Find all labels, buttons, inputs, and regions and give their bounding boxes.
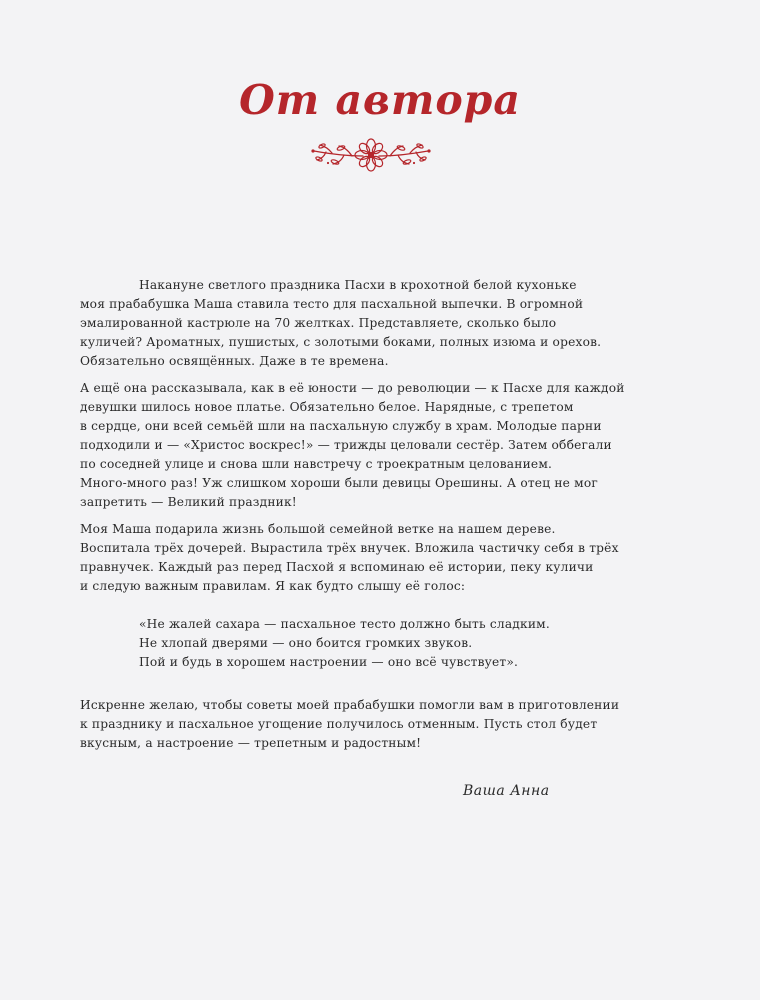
text-line: подходили и — «Христос воскрес!» — трижды целовали сестёр. Затем оббегали	[80, 438, 612, 452]
quote-line: Пой и будь в хорошем настроении — оно всё чувствует».	[139, 655, 519, 669]
text-line: А ещё она рассказывала, как в её юности — до революции — к Пасхе для каждой	[80, 381, 625, 395]
floral-ornament-icon	[308, 133, 434, 175]
text-line: к празднику и пасхальное угощение получилось отменным. Пусть стол будет	[80, 717, 598, 731]
text-line: куличей? Ароматных, пушистых, с золотыми боками, полных изюма и орехов.	[80, 335, 602, 349]
author-foreword-body	[80, 276, 680, 761]
paragraph-2	[80, 379, 680, 512]
text-line: Искренне желаю, чтобы советы моей прабабушки помогли вам в приготовлении	[80, 698, 620, 712]
text-line: по соседней улице и снова шли навстречу с троекратным целованием.	[80, 457, 553, 471]
text-line: эмалированной кастрюле на 70 желтках. Представляете, сколько было	[80, 316, 557, 330]
text-line: Воспитала трёх дочерей. Вырастила трёх внучек. Вложила частичку себя в трёх	[80, 541, 619, 555]
closing-paragraph	[80, 696, 680, 753]
text-line: Много-много раз! Уж слишком хороши были девицы Орешины. А отец не мог	[80, 476, 598, 490]
quote-line: «Не жалей сахара — пасхальное тесто должно быть сладким.	[139, 617, 550, 631]
paragraph-1	[80, 276, 680, 371]
text-line: запретить — Великий праздник!	[80, 495, 297, 509]
text-line: вкусным, а настроение — трепетным и радостным!	[80, 736, 422, 750]
text-line: Накануне светлого праздника Пасхи в крохотной белой кухоньке	[139, 278, 577, 292]
text-line: девушки шилось новое платье. Обязательно белое. Нарядные, с трепетом	[80, 400, 574, 414]
grandmother-quote	[139, 615, 680, 672]
text-line: моя прабабушка Маша ставила тесто для пасхальной выпечки. В огромной	[80, 297, 584, 311]
text-line: Моя Маша подарила жизнь большой семейной ветке на нашем дереве.	[80, 522, 556, 536]
quote-line: Не хлопай дверями — оно боится громких звуков.	[139, 636, 473, 650]
text-line: и следую важным правилам. Я как будто слышу её голос:	[80, 579, 466, 593]
author-signature: Ваша Анна	[463, 783, 550, 799]
text-line: правнучек. Каждый раз перед Пасхой я вспоминаю её истории, пеку куличи	[80, 560, 594, 574]
text-line: в сердце, они всей семьёй шли на пасхальную службу в храм. Молодые парни	[80, 419, 602, 433]
page-title: От автора	[239, 76, 521, 124]
paragraph-3	[80, 520, 680, 596]
text-line: Обязательно освящённых. Даже в те времена.	[80, 354, 389, 368]
